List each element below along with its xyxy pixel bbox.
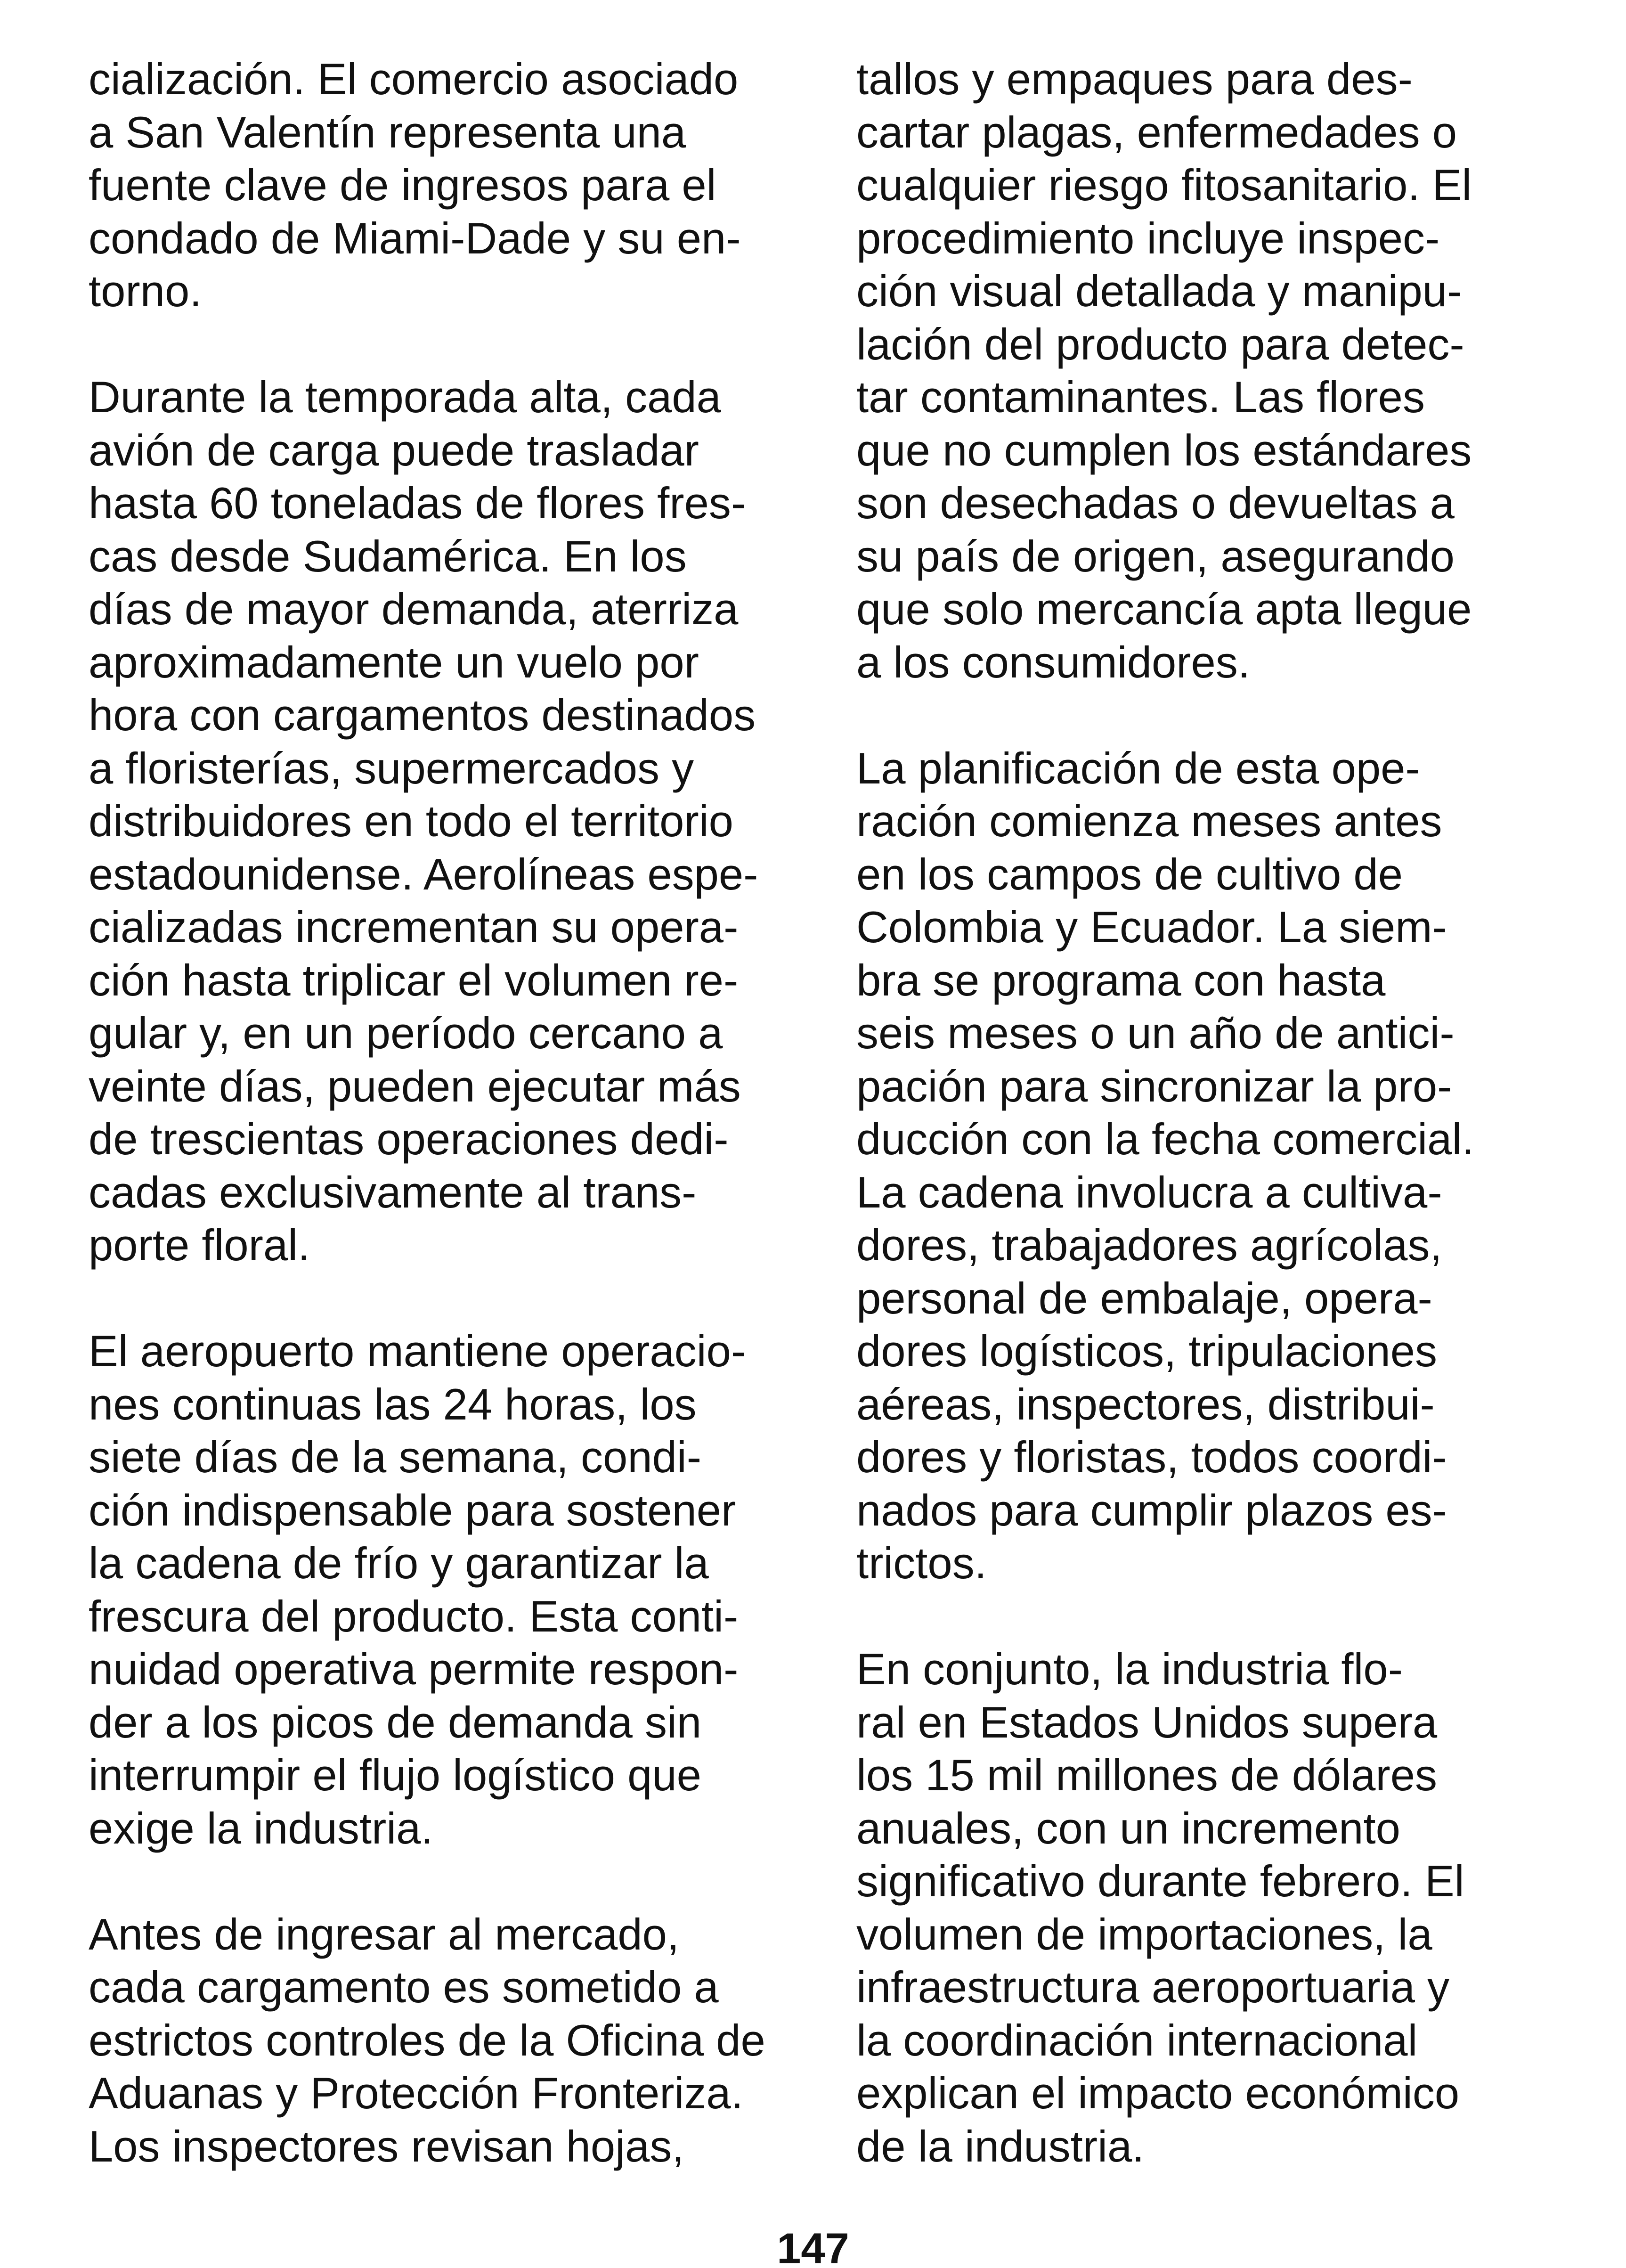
paragraph: [856, 1643, 1591, 2173]
text-line: Los inspectores revisan hojas,: [89, 2121, 684, 2171]
text-line: cualquier riesgo fitosanitario. El: [856, 160, 1472, 210]
text-line: procedimiento incluye inspec-: [856, 213, 1440, 263]
paragraph-gap: [89, 318, 823, 371]
text-line: que no cumplen los estándares: [856, 425, 1472, 475]
text-line: aproximadamente un vuelo por: [89, 637, 699, 687]
text-line: ducción con la fecha comercial.: [856, 1114, 1474, 1164]
text-line: dores y floristas, todos coordi-: [856, 1432, 1447, 1482]
text-line: cialización. El comercio asociado: [89, 54, 739, 104]
text-line: tallos y empaques para des-: [856, 54, 1413, 104]
text-line: días de mayor demanda, aterriza: [89, 584, 739, 634]
text-line: a floristerías, supermercados y: [89, 743, 694, 793]
paragraph: [89, 1908, 823, 2173]
text-line: condado de Miami-Dade y su en-: [89, 213, 741, 263]
text-line: que solo mercancía apta llegue: [856, 584, 1472, 634]
text-line: pación para sincronizar la pro-: [856, 1061, 1452, 1111]
text-line: aéreas, inspectores, distribui-: [856, 1379, 1435, 1429]
text-line: der a los picos de demanda sin: [89, 1697, 702, 1747]
text-line: de trescientas operaciones dedi-: [89, 1114, 729, 1164]
text-line: infraestructura aeroportuaria y: [856, 1962, 1450, 2012]
text-line: su país de origen, asegurando: [856, 531, 1455, 581]
text-line: personal de embalaje, opera-: [856, 1273, 1432, 1323]
text-line: fuente clave de ingresos para el: [89, 160, 716, 210]
text-line: siete días de la semana, condi-: [89, 1432, 702, 1482]
text-line: seis meses o un año de antici-: [856, 1008, 1455, 1058]
text-line: cas desde Sudamérica. En los: [89, 531, 687, 581]
left-column: [89, 53, 823, 2173]
paragraph-gap: [856, 1590, 1591, 1643]
text-line: La cadena involucra a cultiva-: [856, 1167, 1442, 1217]
text-line: hasta 60 toneladas de flores fres-: [89, 478, 746, 528]
text-line: cializadas incrementan su opera-: [89, 902, 739, 952]
paragraph: [89, 371, 823, 1272]
right-column: [856, 53, 1591, 2173]
paragraph-gap: [89, 1855, 823, 1908]
text-line: nuidad operativa permite respon-: [89, 1644, 739, 1694]
text-line: interrumpir el flujo logístico que: [89, 1750, 701, 1800]
text-line: avión de carga puede trasladar: [89, 425, 699, 475]
text-line: Durante la temporada alta, cada: [89, 372, 721, 422]
text-line: Colombia y Ecuador. La siem-: [856, 902, 1447, 952]
paragraph: [89, 53, 823, 318]
text-line: porte floral.: [89, 1220, 310, 1270]
text-line: trictos.: [856, 1538, 987, 1588]
text-line: a los consumidores.: [856, 637, 1250, 687]
text-line: En conjunto, la industria flo-: [856, 1644, 1403, 1694]
text-line: ral en Estados Unidos supera: [856, 1697, 1438, 1747]
page-number: 147: [777, 2225, 849, 2268]
text-line: torno.: [89, 266, 202, 316]
text-line: la cadena de frío y garantizar la: [89, 1538, 709, 1588]
text-line: veinte días, pueden ejecutar más: [89, 1061, 741, 1111]
text-line: cada cargamento es sometido a: [89, 1962, 719, 2012]
text-line: cadas exclusivamente al trans-: [89, 1167, 697, 1217]
text-line: estrictos controles de la Oficina de: [89, 2015, 765, 2065]
text-line: Aduanas y Protección Fronteriza.: [89, 2068, 743, 2118]
text-line: volumen de importaciones, la: [856, 1909, 1432, 1959]
text-line: lación del producto para detec-: [856, 319, 1464, 369]
text-line: los 15 mil millones de dólares: [856, 1750, 1438, 1800]
text-line: significativo durante febrero. El: [856, 1856, 1464, 1906]
text-line: la coordinación internacional: [856, 2015, 1418, 2065]
text-line: frescura del producto. Esta conti-: [89, 1591, 739, 1641]
text-line: El aeropuerto mantiene operacio-: [89, 1326, 746, 1376]
text-line: de la industria.: [856, 2121, 1145, 2171]
text-line: anuales, con un incremento: [856, 1803, 1400, 1853]
text-line: La planificación de esta ope-: [856, 743, 1420, 793]
text-line: nes continuas las 24 horas, los: [89, 1379, 697, 1429]
paragraph: [89, 1325, 823, 1855]
paragraph-gap: [89, 1272, 823, 1325]
paragraph: [856, 53, 1591, 689]
text-line: cartar plagas, enfermedades o: [856, 107, 1457, 157]
paragraph-gap: [856, 689, 1591, 742]
text-line: ción hasta triplicar el volumen re-: [89, 955, 739, 1005]
text-line: explican el impacto económico: [856, 2068, 1460, 2118]
text-line: son desechadas o devueltas a: [856, 478, 1455, 528]
text-line: dores logísticos, tripulaciones: [856, 1326, 1438, 1376]
text-line: a San Valentín representa una: [89, 107, 686, 157]
text-line: exige la industria.: [89, 1803, 433, 1853]
text-line: bra se programa con hasta: [856, 955, 1386, 1005]
text-line: hora con cargamentos destinados: [89, 690, 756, 740]
text-line: en los campos de cultivo de: [856, 849, 1403, 899]
text-line: dores, trabajadores agrícolas,: [856, 1220, 1442, 1270]
text-line: distribuidores en todo el territorio: [89, 796, 733, 846]
text-line: ción visual detallada y manipu-: [856, 266, 1462, 316]
text-line: gular y, en un período cercano a: [89, 1008, 723, 1058]
text-line: ración comienza meses antes: [856, 796, 1442, 846]
text-line: ción indispensable para sostener: [89, 1485, 736, 1535]
text-line: Antes de ingresar al mercado,: [89, 1909, 679, 1959]
paragraph: [856, 742, 1591, 1590]
text-line: estadounidense. Aerolíneas espe-: [89, 849, 758, 899]
text-line: nados para cumplir plazos es-: [856, 1485, 1447, 1535]
text-line: tar contaminantes. Las flores: [856, 372, 1425, 422]
